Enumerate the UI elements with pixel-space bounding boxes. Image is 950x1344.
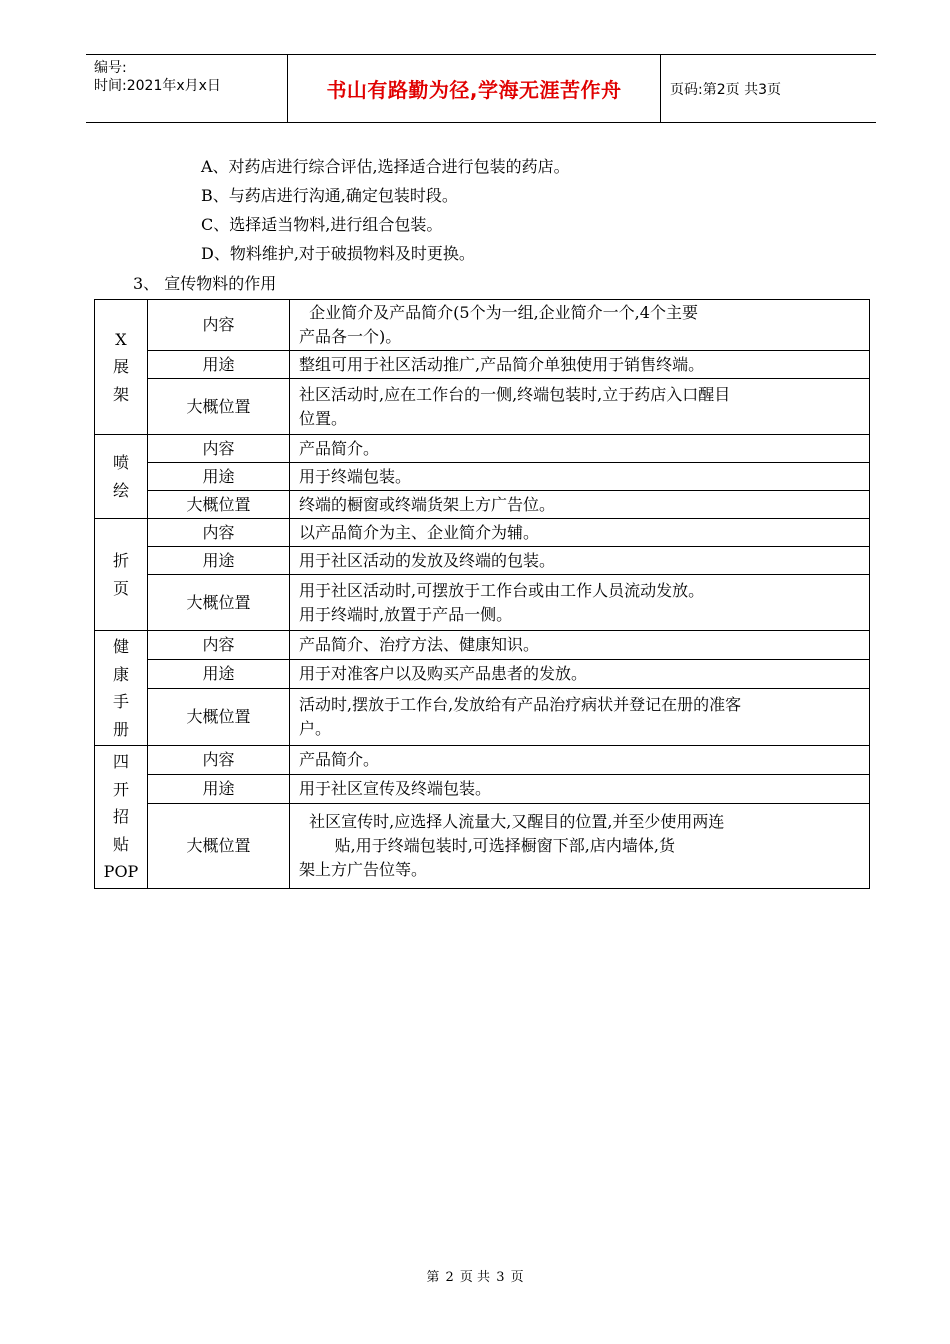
attribute-value-line: 产品简介。 (299, 438, 380, 458)
material-name-char: 册 (112, 719, 129, 739)
footer-prefix: 第 (426, 1270, 440, 1285)
attribute-value-cell (290, 491, 870, 519)
attribute-value-cell (290, 774, 870, 803)
attribute-value-cell (290, 631, 870, 660)
header-meta (94, 59, 284, 95)
table-row (95, 803, 870, 888)
attribute-value-line: 企业简介及产品简介(5个为一组,企业简介一个,4个主要 (299, 303, 698, 322)
material-name-char: 手 (112, 692, 129, 711)
table-row (95, 774, 870, 803)
material-name-cell (95, 435, 148, 519)
attribute-value-cell (290, 463, 870, 491)
table-row (95, 519, 870, 547)
attribute-label-cell: 内容 (148, 300, 290, 351)
header-number-label: 编号: (94, 60, 127, 76)
material-name-char: 开 (112, 779, 129, 799)
material-name-char: X (115, 329, 127, 349)
attribute-value-cell (290, 351, 870, 379)
section-title: 3、 宣传物料的作用 (133, 274, 277, 293)
attribute-value-line: 用于对准客户以及购买产品患者的发放。 (299, 663, 588, 683)
material-name-char: 喷 (112, 453, 129, 472)
attribute-value-cell (290, 435, 870, 463)
attribute-label-cell: 大概位置 (148, 803, 290, 888)
header-page-info: 页码:第2页 共3页 (670, 81, 781, 98)
table-row (95, 300, 870, 351)
material-name-char: 康 (112, 664, 129, 684)
table-row (95, 659, 870, 688)
attribute-value-cell (290, 575, 870, 631)
footer-total-pages: 3 (496, 1270, 505, 1285)
attribute-value-line: 用于社区活动的发放及终端的包装。 (299, 550, 556, 570)
attribute-value-line: 架上方广告位等。 (299, 859, 428, 879)
attribute-value-line: 产品简介。 (299, 749, 380, 769)
attribute-value-cell (290, 688, 870, 746)
attribute-value-line: 活动时,摆放于工作台,发放给有产品治疗病状并登记在册的准客 (299, 694, 742, 714)
table-row (95, 351, 870, 379)
attribute-label-cell: 内容 (148, 746, 290, 775)
attribute-label-cell: 大概位置 (148, 491, 290, 519)
attribute-value-line: 用于社区宣传及终端包装。 (299, 778, 492, 798)
attribute-value-cell (290, 519, 870, 547)
attribute-value-line: 户。 (299, 718, 332, 738)
attribute-value-cell (290, 803, 870, 888)
material-name-char: 四 (112, 752, 129, 771)
attribute-value-line: 产品简介、治疗方法、健康知识。 (299, 634, 540, 654)
material-name-char: 折 (112, 551, 129, 570)
material-name-cell (95, 631, 148, 746)
material-name-cell (95, 519, 148, 631)
material-name-char: 贴 (112, 834, 129, 854)
attribute-value-cell (290, 379, 870, 435)
footer-mid: 页 共 (459, 1270, 491, 1285)
attribute-value-cell (290, 659, 870, 688)
material-name-char: 健 (112, 637, 129, 656)
attribute-value-line: 用于社区活动时,可摆放于工作台或由工作人员流动发放。 (299, 580, 705, 600)
paragraph-b: B、与药店进行沟通,确定包装时段。 (201, 186, 458, 205)
paragraph-c: C、选择适当物料,进行组合包装。 (201, 215, 443, 234)
table-row (95, 379, 870, 435)
attribute-value-line: 社区宣传时,应选择人流量大,又醒目的位置,并至少使用两连 (299, 811, 725, 831)
attribute-value-line: 用于终端时,放置于产品一侧。 (299, 604, 513, 624)
attribute-label-cell: 内容 (148, 519, 290, 547)
table-row (95, 547, 870, 575)
attribute-label-cell: 用途 (148, 463, 290, 491)
table-row (95, 463, 870, 491)
footer-page-number: 2 (445, 1270, 454, 1285)
attribute-value-cell (290, 547, 870, 575)
attribute-value-line: 用于终端包装。 (299, 466, 412, 486)
material-name-char: POP (103, 862, 139, 881)
material-name-char: 绘 (112, 480, 129, 500)
materials-table (94, 299, 870, 889)
attribute-value-line: 整组可用于社区活动推广,产品简介单独使用于销售终端。 (299, 354, 705, 374)
material-name-char: 招 (112, 807, 129, 826)
material-name-char: 架 (112, 384, 129, 404)
page-footer (0, 1266, 950, 1285)
material-name-char: 页 (112, 578, 129, 598)
attribute-value-line: 产品各一个)。 (299, 327, 402, 346)
attribute-value-cell (290, 300, 870, 351)
paragraph-a: A、对药店进行综合评估,选择适合进行包装的药店。 (201, 157, 570, 176)
attribute-value-cell (290, 746, 870, 775)
attribute-label-cell: 内容 (148, 631, 290, 660)
header-time-label: 时间:2021年x月x日 (94, 78, 221, 94)
attribute-value-line: 位置。 (299, 408, 348, 428)
material-name-cell (95, 300, 148, 435)
attribute-label-cell: 内容 (148, 435, 290, 463)
attribute-value-line: 终端的橱窗或终端货架上方广告位。 (299, 494, 556, 514)
attribute-label-cell: 用途 (148, 774, 290, 803)
attribute-label-cell: 用途 (148, 659, 290, 688)
attribute-label-cell: 用途 (148, 547, 290, 575)
table-row (95, 491, 870, 519)
paragraph-d: D、物料维护,对于破损物料及时更换。 (201, 244, 475, 263)
footer-suffix: 页 (510, 1270, 524, 1285)
page-header (86, 54, 876, 123)
header-motto: 书山有路勤为径,学海无涯苦作舟 (287, 55, 661, 122)
attribute-value-line: 以产品简介为主、企业简介为辅。 (299, 522, 540, 542)
material-name-cell (95, 746, 148, 889)
attribute-value-line: 社区活动时,应在工作台的一侧,终端包装时,立于药店入口醒目 (299, 384, 731, 404)
attribute-label-cell: 用途 (148, 351, 290, 379)
attribute-label-cell: 大概位置 (148, 575, 290, 631)
table-row (95, 746, 870, 775)
material-name-char: 展 (112, 357, 129, 377)
table-row (95, 435, 870, 463)
table-row (95, 631, 870, 660)
table-row (95, 688, 870, 746)
attribute-value-line: 贴,用于终端包装时,可选择橱窗下部,店内墙体,货 (299, 835, 675, 855)
table-row (95, 575, 870, 631)
attribute-label-cell: 大概位置 (148, 379, 290, 435)
attribute-label-cell: 大概位置 (148, 688, 290, 746)
